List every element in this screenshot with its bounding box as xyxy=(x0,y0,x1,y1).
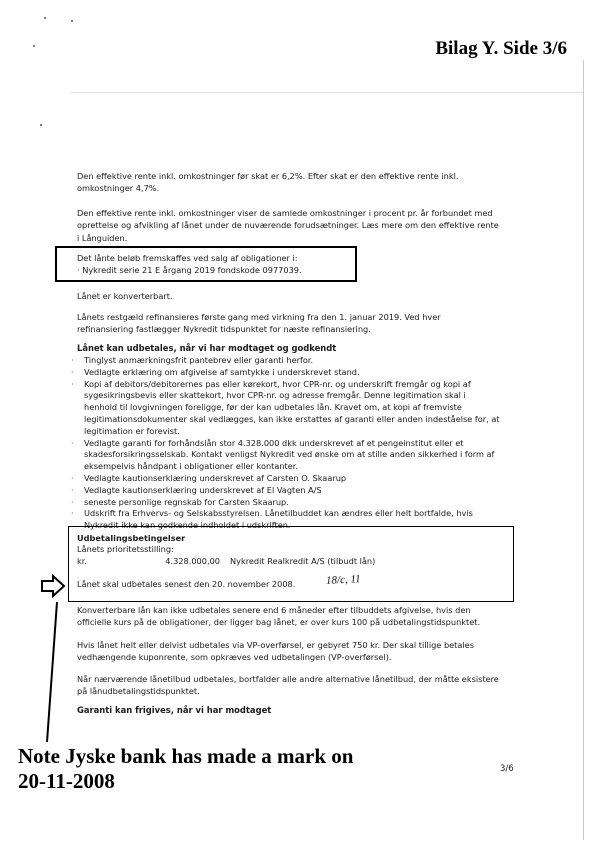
text-line: · Kopi af debitors/debitorernes pas eller kørekort, hvor CPR-nr. og underskrift fremgår og kopi af xyxy=(84,378,471,389)
text-line: · Nykredit serie 21 E årgang 2019 fondskode 0977039. xyxy=(77,265,302,276)
refinancing-paragraph xyxy=(77,311,517,336)
text-line: Den effektive rente inkl. omkostninger før skat er 6,2%. Efter skat er den effektive rente inkl. xyxy=(77,171,459,181)
list-item xyxy=(77,438,517,473)
text-line: vedhængende kuponrente, som opkræves ved udbetalingen (VP-overførsel). xyxy=(77,652,392,663)
scan-edge-right xyxy=(583,60,584,840)
scan-speck xyxy=(44,17,46,19)
text-line: Det lånte beløb fremskaffes ved salg af obligationer i: xyxy=(77,253,298,263)
text-line: skadesforsikringsselskab. Kontakt venligst Nykredit ved ønske om at stille anden sikkerhed i form af xyxy=(84,449,495,460)
text-line: i Långuiden. xyxy=(77,232,128,243)
loan-amount: 4.328.000,00 xyxy=(165,555,220,566)
footer-annotation-line: Note Jyske bank has made a mark on xyxy=(18,744,354,768)
text-line: refinansiering fastlægger Nykredit tidspunktet for næste refinansiering. xyxy=(77,324,371,335)
text-line: henhold til lovgivningen foreligge, før der kan udbetales lån. Kravet om, at kopi af fremviste xyxy=(84,402,462,413)
convertible-note xyxy=(77,290,517,302)
payout-deadline: Lånet skal udbetales senest den 20. november 2008. xyxy=(77,579,296,590)
list-item xyxy=(77,379,517,438)
text-line: sygesikringsbevis eller skattekort, hvor CPR-nr. og adresse fremgår. Denne legitimation skal i xyxy=(84,390,466,401)
list-item xyxy=(77,355,517,367)
priority-label: Lånets prioritetsstilling: xyxy=(77,544,174,555)
text-line: · Vedlagte erklæring om afgivelse af samtykke i underskrevet stand. xyxy=(84,366,360,377)
text-line: · Udskrift fra Erhvervs- og Selskabsstyrelsen. Lånetilbuddet kan ændres eller helt bortfalde, hvis xyxy=(84,508,473,519)
guarantee-heading: Garanti kan frigives, når vi har modtaget xyxy=(77,705,272,715)
text-line: eksempelvis håndpant i obligationer eller kontanter. xyxy=(84,461,299,472)
scan-speck xyxy=(71,20,73,22)
text-line: omkostninger 4,7%. xyxy=(77,183,160,194)
conditions-list xyxy=(77,355,517,532)
effective-rate-explanation xyxy=(77,207,517,244)
text-line: · Vedlagte kautionserklæring underskrevet af El Vagten A/S xyxy=(84,484,322,495)
text-line: Den effektive rente inkl. omkostninger viser de samlede omkostninger i procent pr. år forbundet med xyxy=(77,208,493,218)
list-item xyxy=(77,473,517,485)
scan-speck xyxy=(40,124,42,126)
text-line: Lånet er konverterbart. xyxy=(77,291,173,301)
header-annotation: Bilag Y. Side 3/6 xyxy=(435,38,567,59)
payout-amount-row xyxy=(77,556,375,567)
right-arrow-icon xyxy=(40,573,66,599)
footer-annotation-line: 20-11-2008 xyxy=(18,769,115,793)
list-item xyxy=(77,485,517,497)
conditions-heading: Lånet kan udbetales, når vi har modtaget og godkendt xyxy=(77,343,337,353)
text-line: · Tinglyst anmærkningsfrit pantebrev eller garanti herfor. xyxy=(84,355,314,365)
page-number: 3/6 xyxy=(500,764,514,774)
conversion-paragraph xyxy=(77,604,517,628)
text-line: Når nærværende lånetilbud udbetales, bortfalder alle andre alternative lånetilbud, der måtte eksistere xyxy=(77,674,499,684)
scan-edge-top xyxy=(70,92,583,93)
text-line: oprettelse og afvikling af lånet under de nuværende forudsætninger. Læs mere om den effektive rente xyxy=(77,220,499,231)
list-item xyxy=(77,367,517,379)
text-line: Konverterbare lån kan ikke udbetales senere end 6 måneder efter tilbuddets afgivelse, hvis den xyxy=(77,605,471,615)
text-line: på lånudbetalingstidspunktet. xyxy=(77,686,200,697)
currency-label: kr. xyxy=(77,555,87,566)
alternative-offers-paragraph xyxy=(77,673,517,697)
vp-transfer-paragraph xyxy=(77,639,517,663)
text-line: · Vedlagte garanti for forhåndslån stor 4.328.000 dkk underskrevet af et pengeinstitut eller et xyxy=(84,437,464,448)
list-item xyxy=(77,497,517,509)
handwritten-mark: 18/c, 11 xyxy=(325,573,361,587)
text-line: · seneste personlige regnskab for Carsten Skaarup. xyxy=(84,496,289,507)
text-line: officielle kurs på de obligationer, der ligger bag lånet, er over kurs 100 på udbetalingstidspunktet. xyxy=(77,617,481,628)
text-line: Lånets restgæld refinansieres første gang med virkning fra den 1. januar 2019. Ved hver xyxy=(77,312,441,322)
scan-speck xyxy=(33,45,35,47)
text-line: Nykredit ikke kan godkende indholdet i udskriften. xyxy=(84,520,291,531)
bond-details xyxy=(77,252,357,277)
footer-annotation xyxy=(18,744,353,794)
text-line: legitimationsdokumenter skal vedlægges, kan ikke erstattes af garanti eller anden indeståelse for, at xyxy=(84,413,500,424)
payout-heading: Udbetalingsbetingelser xyxy=(77,533,186,543)
effective-rate-paragraph xyxy=(77,170,517,195)
text-line: Hvis lånet helt eller delvist udbetales via VP-overførsel, er gebyret 750 kr. Der skal tillige betales xyxy=(77,640,474,650)
text-line: · Vedlagte kautionserklæring underskrevet af Carsten O. Skaarup xyxy=(84,472,347,483)
text-line: legitimation er forevist. xyxy=(84,425,180,436)
lender-name: Nykredit Realkredit A/S (tilbudt lån) xyxy=(230,555,376,566)
